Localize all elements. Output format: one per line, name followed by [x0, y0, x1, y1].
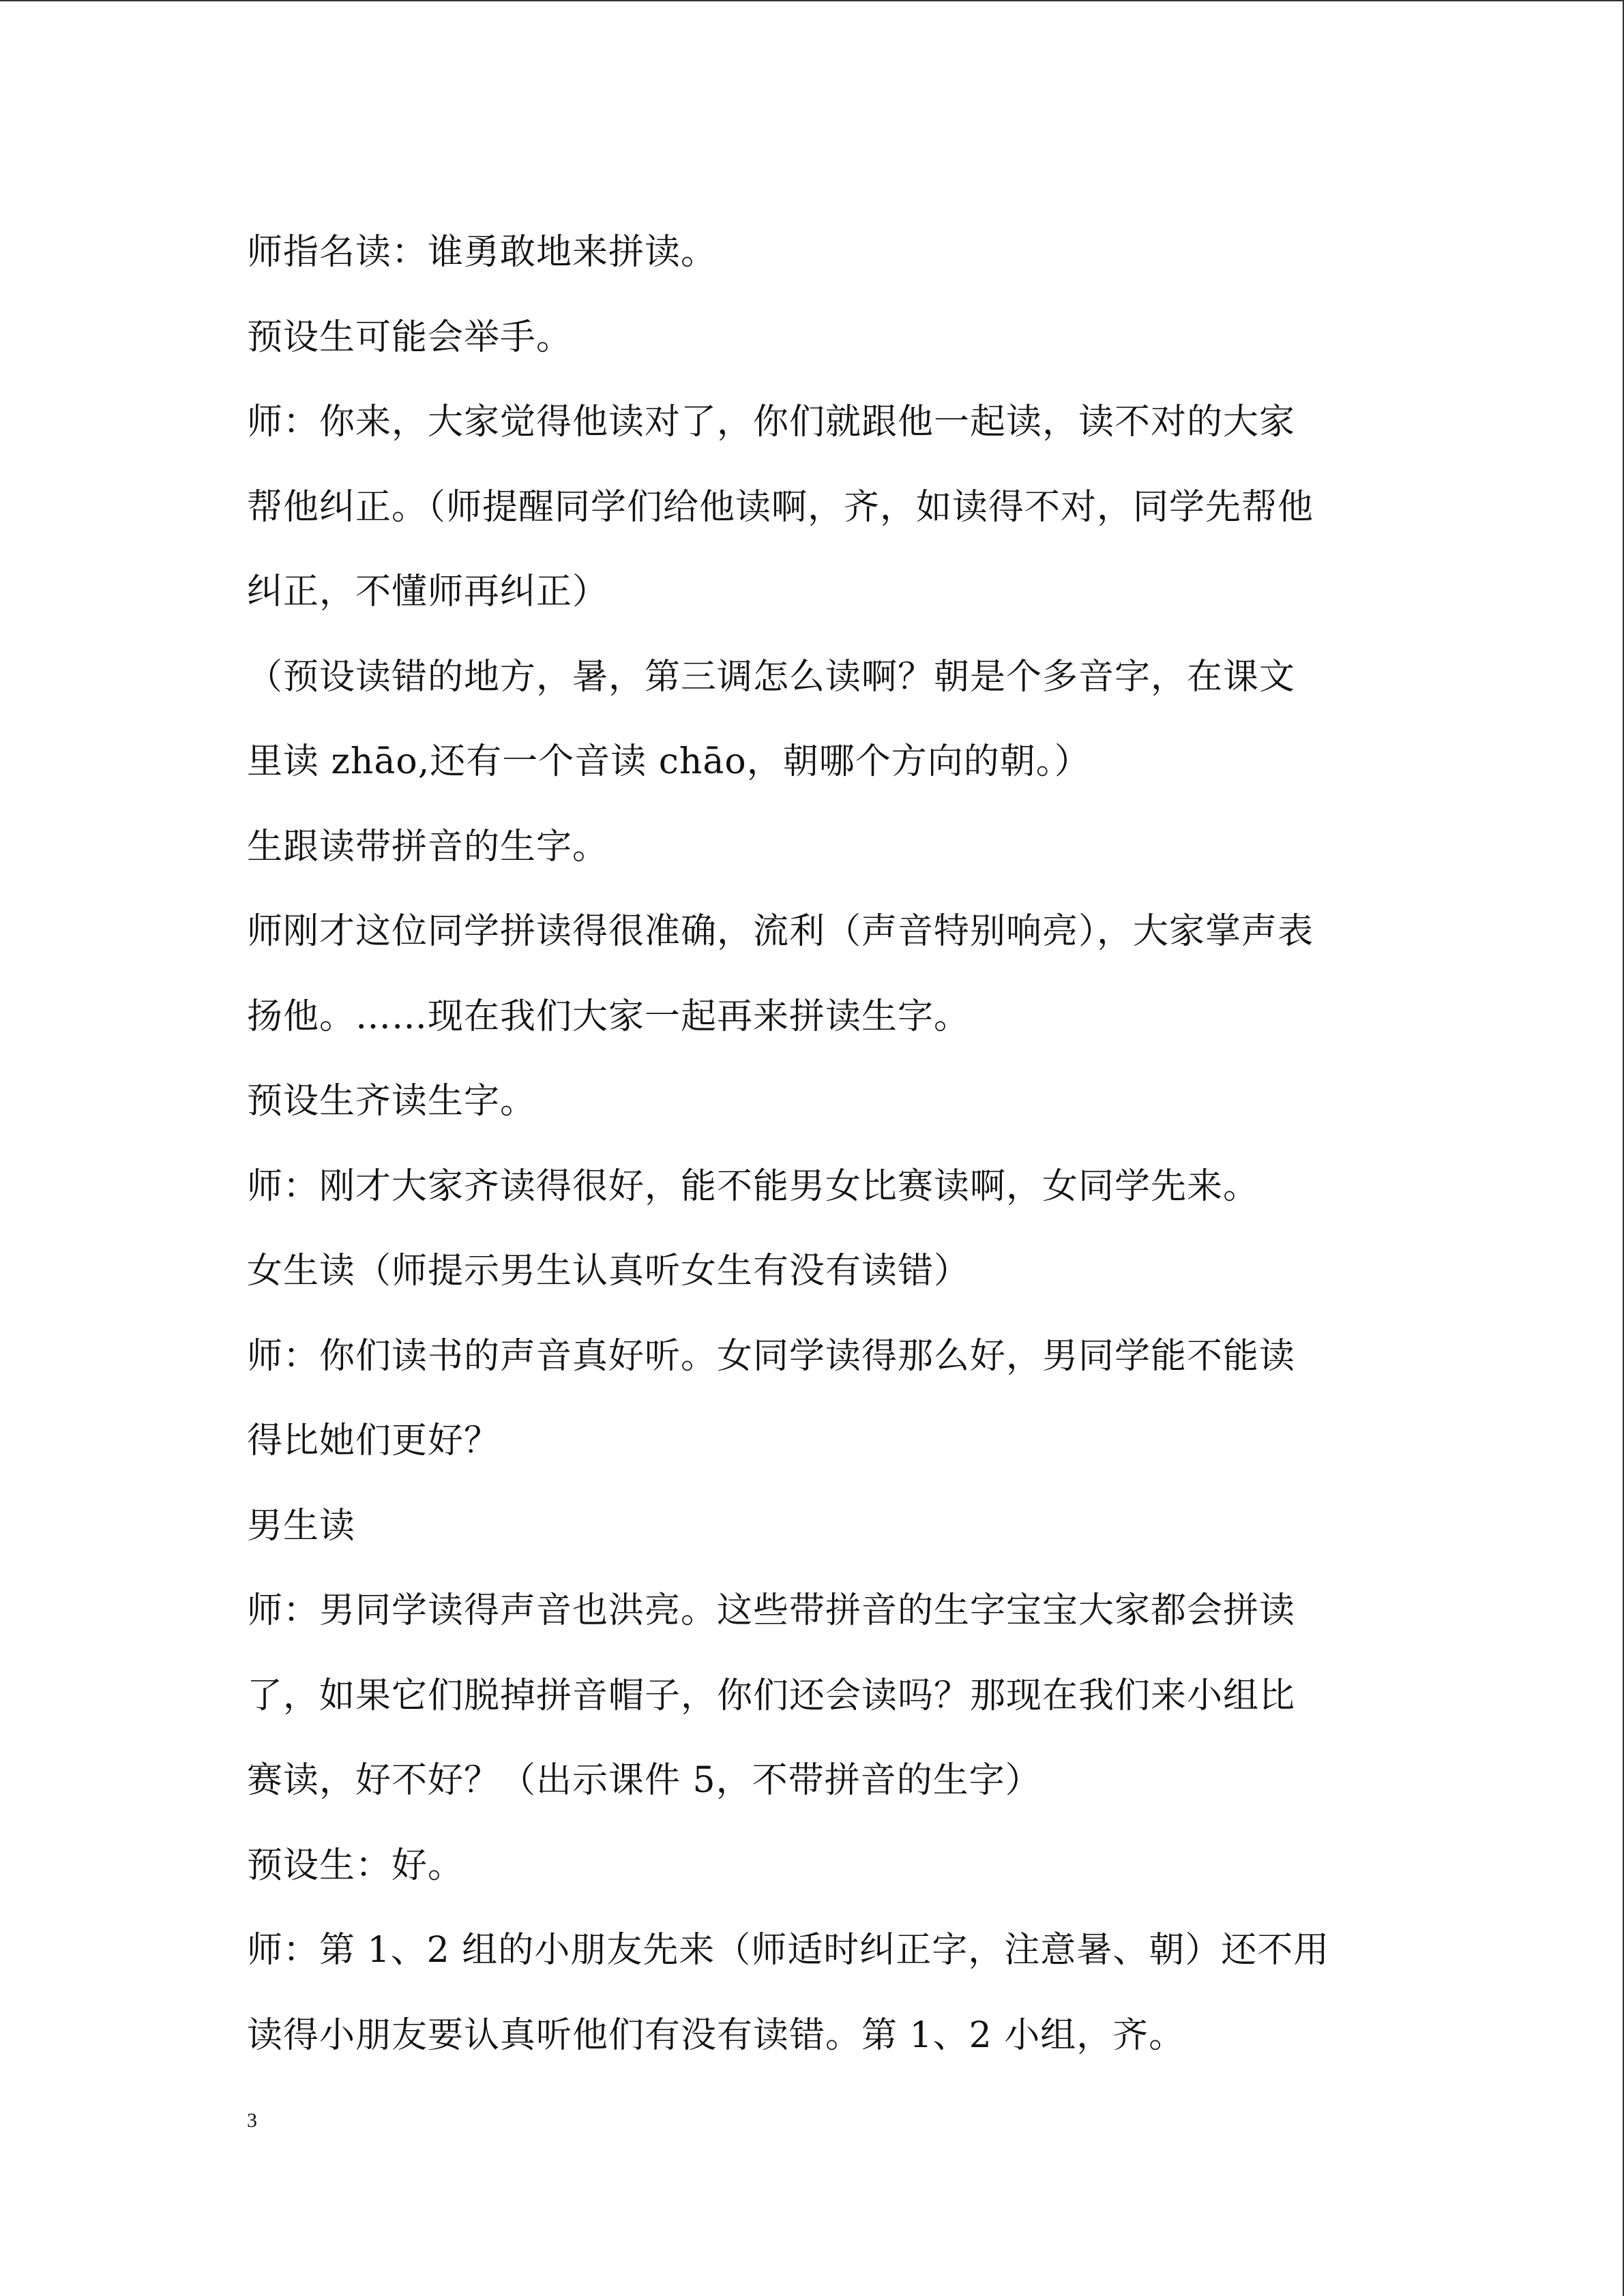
text-line: 师：刚才大家齐读得很好，能不能男女比赛读啊，女同学先来。	[247, 1165, 1260, 1207]
text-line: 赛读，好不好？（出示课件 5，不带拼音的生字）	[247, 1760, 1042, 1801]
text-line: 男生读	[247, 1505, 356, 1547]
text-line: 生跟读带拼音的生字。	[247, 826, 609, 867]
text-line: 读得小朋友要认真听他们有没有读错。第 1、2 小组，齐。	[247, 2014, 1185, 2056]
text-line: 纠正，不懂师再纠正）	[247, 571, 609, 612]
text-line: 师：你们读书的声音真好听。女同学读得那么好，男同学能不能读	[247, 1335, 1296, 1377]
text-line: （预设读错的地方，暑，第三调怎么读啊？朝是个多音字，在课文	[247, 656, 1296, 698]
text-line: 预设生齐读生字。	[247, 1081, 537, 1122]
text-line: 扬他。……现在我们大家一起再来拼读生字。	[247, 996, 971, 1037]
text-line: 里读 zhāo,还有一个音读 chāo，朝哪个方向的朝。）	[247, 741, 1091, 782]
text-line: 得比她们更好？	[247, 1420, 501, 1461]
text-line: 了，如果它们脱掉拼音帽子，你们还会读吗？那现在我们来小组比	[247, 1675, 1296, 1716]
body-text	[247, 210, 1379, 2078]
text-line: 师：男同学读得声音也洪亮。这些带拼音的生字宝宝大家都会拼读	[247, 1590, 1296, 1631]
text-line: 师刚才这位同学拼读得很准确，流利（声音特别响亮），大家掌声表	[247, 911, 1314, 952]
text-line: 帮他纠正。（师提醒同学们给他读啊，齐，如读得不对，同学先帮他	[247, 486, 1314, 528]
text-line: 师：第 1、2 组的小朋友先来（师适时纠正字，注意暑、朝）还不用	[247, 1930, 1330, 1971]
page-number: 3	[247, 2109, 257, 2132]
text-line: 预设生：好。	[247, 1845, 464, 1886]
text-line: 女生读（师提示男生认真听女生有没有读错）	[247, 1251, 971, 1292]
text-line: 预设生可能会举手。	[247, 316, 573, 358]
text-line: 师指名读：谁勇敢地来拼读。	[247, 232, 718, 273]
text-line: 师：你来，大家觉得他读对了，你们就跟他一起读，读不对的大家	[247, 402, 1296, 443]
